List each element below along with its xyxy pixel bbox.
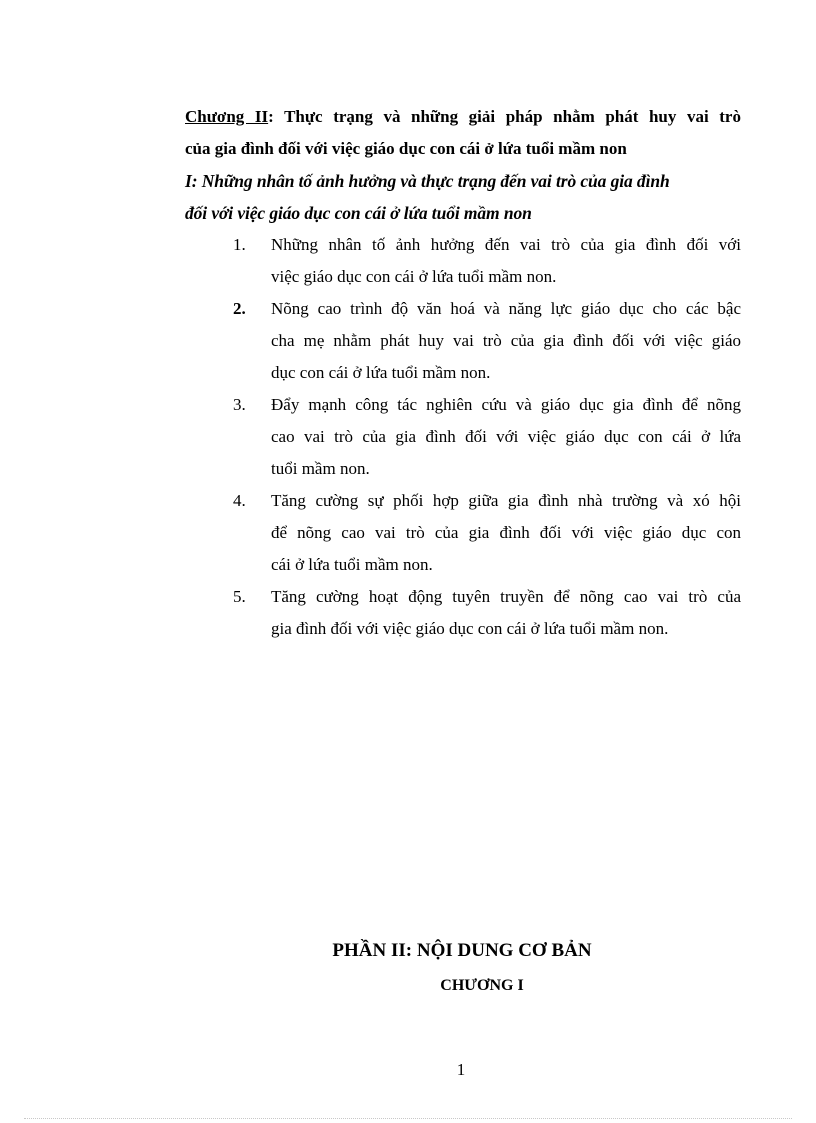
list-item-line: cao vai trò của gia đình đối với việc giáo dục con cái ở lứa (271, 427, 741, 446)
list-item-text (271, 581, 741, 645)
list-item-line: Tăng cường hoạt động tuyên truyền để nõng cao vai trò của (271, 587, 741, 606)
list-item-number: 5. (233, 587, 246, 606)
list-item-text (271, 229, 741, 293)
list-item (185, 229, 741, 293)
chapter-heading-line-2: của gia đình đối với việc giáo dục con cái ở lứa tuổi mầm non (185, 139, 627, 158)
list-item-line: Những nhân tố ảnh hưởng đến vai trò của gia đình đối với (271, 235, 741, 254)
list-item (185, 581, 741, 645)
section-heading-line-2: đối với việc giáo dục con cái ở lứa tuổi mầm non (185, 203, 532, 223)
list-item-text (271, 293, 741, 389)
chapter-label: Chương II (185, 107, 269, 126)
list-item-line: Nõng cao trình độ văn hoá và năng lực giáo dục cho các bậc (271, 299, 741, 318)
chapter-one-heading: CHƯƠNG I (440, 977, 524, 994)
list-item-line: dục con cái ở lứa tuổi mầm non. (271, 363, 491, 382)
list-item-line: để nõng cao vai trò của gia đình đối với việc giáo dục con (271, 523, 741, 542)
numbered-list (185, 229, 741, 645)
list-item (185, 485, 741, 581)
list-item-line: cha mẹ nhằm phát huy vai trò của gia đình đối với việc giáo (271, 331, 741, 350)
list-item-number: 4. (233, 491, 246, 510)
list-item-text (271, 389, 741, 485)
list-item-number: 1. (233, 235, 246, 254)
list-item-line: việc giáo dục con cái ở lứa tuổi mầm non. (271, 267, 557, 286)
list-item-number: 3. (233, 395, 246, 414)
list-item (185, 389, 741, 485)
list-item-text (271, 485, 741, 581)
list-item-number: 2. (233, 299, 246, 318)
section-heading-line-1: I: Những nhân tố ảnh hưởng và thực trạng đến vai trò của gia đình (185, 171, 670, 191)
list-item-line: Đẩy mạnh công tác nghiên cứu và giáo dục gia đình để nõng (271, 395, 741, 414)
list-item-line: tuổi mầm non. (271, 459, 370, 478)
part-title: PHẦN II: NỘI DUNG CƠ BẢN (332, 940, 592, 961)
page-number: 1 (456, 1060, 466, 1079)
page-bottom-divider (24, 1118, 792, 1119)
list-item-line: cái ở lứa tuổi mầm non. (271, 555, 433, 574)
list-item-line: gia đình đối với việc giáo dục con cái ở lứa tuổi mầm non. (271, 619, 669, 638)
chapter-title-part-1: : Thực trạng và những giải pháp nhằm phát huy vai trò (268, 107, 741, 126)
chapter-heading-line-1 (185, 101, 741, 133)
page-content (185, 101, 741, 645)
list-item (185, 293, 741, 389)
list-item-line: Tăng cường sự phối hợp giữa gia đình nhà trường và xó hội (271, 491, 741, 510)
